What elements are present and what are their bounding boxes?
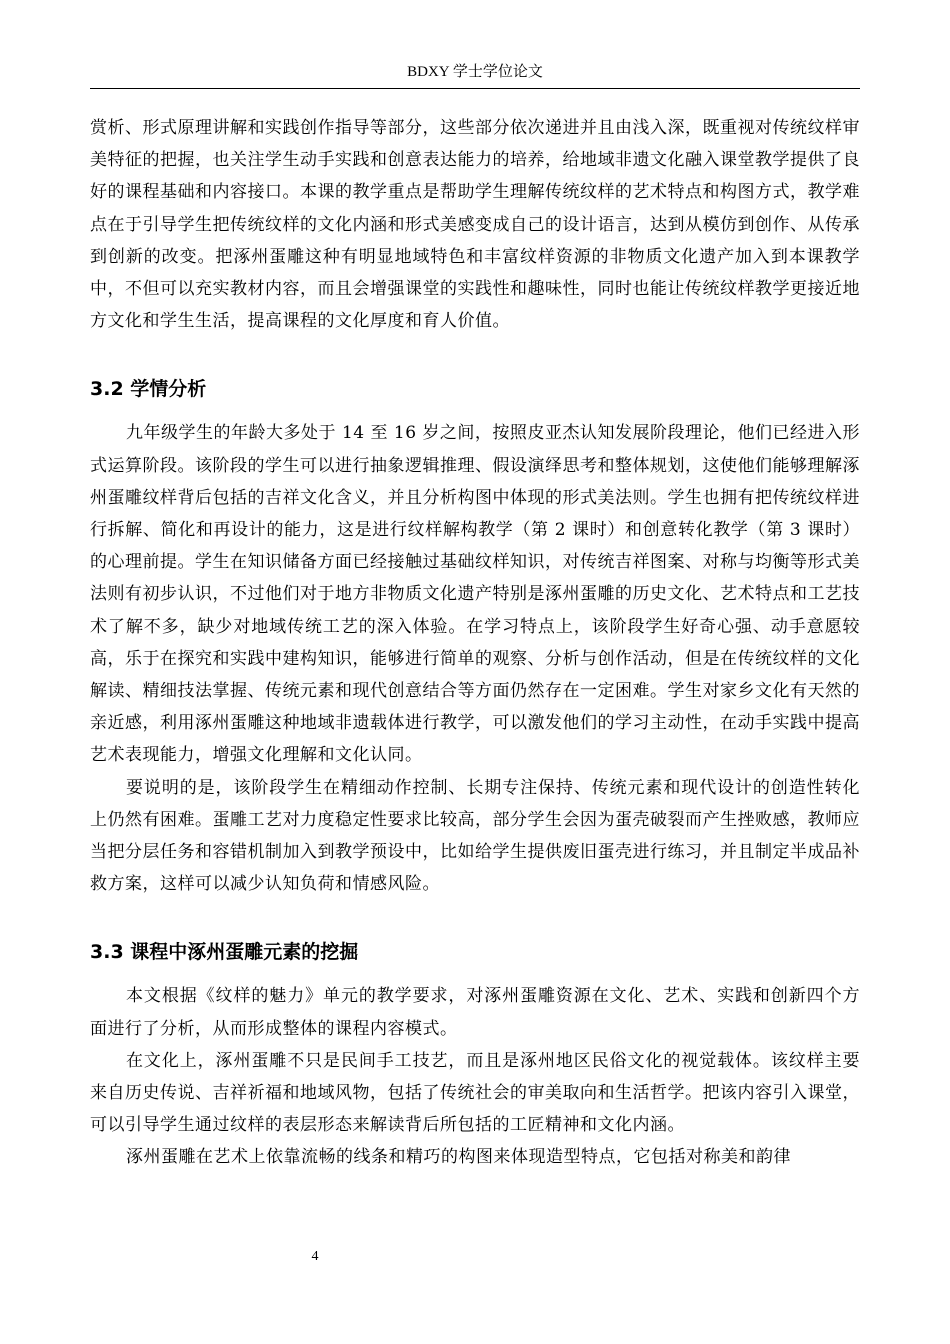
page-number: 4 bbox=[311, 1249, 319, 1264]
section-heading-3-2: 3.2 学情分析 bbox=[90, 378, 207, 401]
paragraph: 九年级学生的年龄大多处于 14 至 16 岁之间，按照皮亚杰认知发展阶段理论，他们已经进入形式运算阶段。该阶段的学生可以进行抽象逻辑推理、假设演绎思考和整体规划，这使他们能够理解涿州蛋雕纹样背后包括的吉祥文化含义，并且分析构图中体现的形式美法则。学生也拥有把传统纹样进行拆解、简化和再设计的能力，这是进行纹样解构教学（第 2 课时）和创意转化教学（第 3 课时）的心理前提。学生在知识储备方面已经接触过基础纹样知识，对传统吉祥图案、对称与均衡等形式美法则有初步认识，不过他们对于地方非物质文化遗产特别是涿州蛋雕的历史文化、艺术特点和工艺技术了解不多，缺少对地域传统工艺的深入体验。在学习特点上，该阶段学生好奇心强、动手意愿较高，乐于在探究和实践中建构知识，能够进行简单的观察、分析与创作活动，但是在传统纹样的文化解读、精细技法掌握、传统元素和现代创意结合等方面仍然存在一定困难。学生对家乡文化有天然的亲近感，利用涿州蛋雕这种地域非遗载体进行教学，可以激发他们的学习主动性，在动手实践中提高艺术表现能力，增强文化理解和文化认同。 bbox=[90, 423, 860, 766]
section-heading-3-3: 3.3 课程中涿州蛋雕元素的挖掘 bbox=[90, 941, 359, 964]
section-spacer bbox=[90, 900, 860, 940]
section-spacer bbox=[90, 401, 860, 417]
paragraph: 要说明的是，该阶段学生在精细动作控制、长期专注保持、传统元素和现代设计的创造性转化上仍然有困难。蛋雕工艺对力度稳定性要求比较高，部分学生会因为蛋壳破裂而产生挫败感，教师应当把分层任务和容错机制加入到教学预设中，比如给学生提供废旧蛋壳进行练习，并且制定半成品补救方案，这样可以减少认知负荷和情感风险。 bbox=[90, 777, 860, 895]
paragraph-continued: 赏析、形式原理讲解和实践创作指导等部分，这些部分依次递进并且由浅入深，既重视对传统纹样审美特征的把握，也关注学生动手实践和创意表达能力的培养，给地域非遗文化融入课堂教学提供了良好的课程基础和内容接口。本课的教学重点是帮助学生理解传统纹样的艺术特点和构图方式，教学难点在于引导学生把传统纹样的文化内涵和形式美感变成自己的设计语言，达到从模仿到创作、从传承到创新的改变。把涿州蛋雕这种有明显地域特色和丰富纹样资源的非物质文化遗产加入到本课教学中，不但可以充实教材内容，而且会增强课堂的实践性和趣味性，同时也能让传统纹样教学更接近地方文化和学生生活，提高课程的文化厚度和育人价值。 bbox=[90, 118, 860, 332]
header-rule bbox=[90, 88, 860, 89]
body-text bbox=[90, 112, 860, 1174]
paragraph: 本文根据《纹样的魅力》单元的教学要求，对涿州蛋雕资源在文化、艺术、实践和创新四个方面进行了分析，从而形成整体的课程内容模式。 bbox=[90, 986, 860, 1039]
running-header: BDXY 学士学位论文 bbox=[407, 64, 543, 80]
paragraph: 在文化上，涿州蛋雕不只是民间手工技艺，而且是涿州地区民俗文化的视觉载体。该纹样主要来自历史传说、吉祥祈福和地域风物，包括了传统社会的审美取向和生活哲学。把该内容引入课堂，可以引导学生通过纹样的表层形态来解读背后所包括的工匠精神和文化内涵。 bbox=[90, 1050, 860, 1136]
paragraph: 涿州蛋雕在艺术上依靠流畅的线条和精巧的构图来体现造型特点，它包括对称美和韵律 bbox=[126, 1147, 791, 1168]
section-spacer bbox=[90, 337, 860, 377]
section-spacer bbox=[90, 964, 860, 980]
